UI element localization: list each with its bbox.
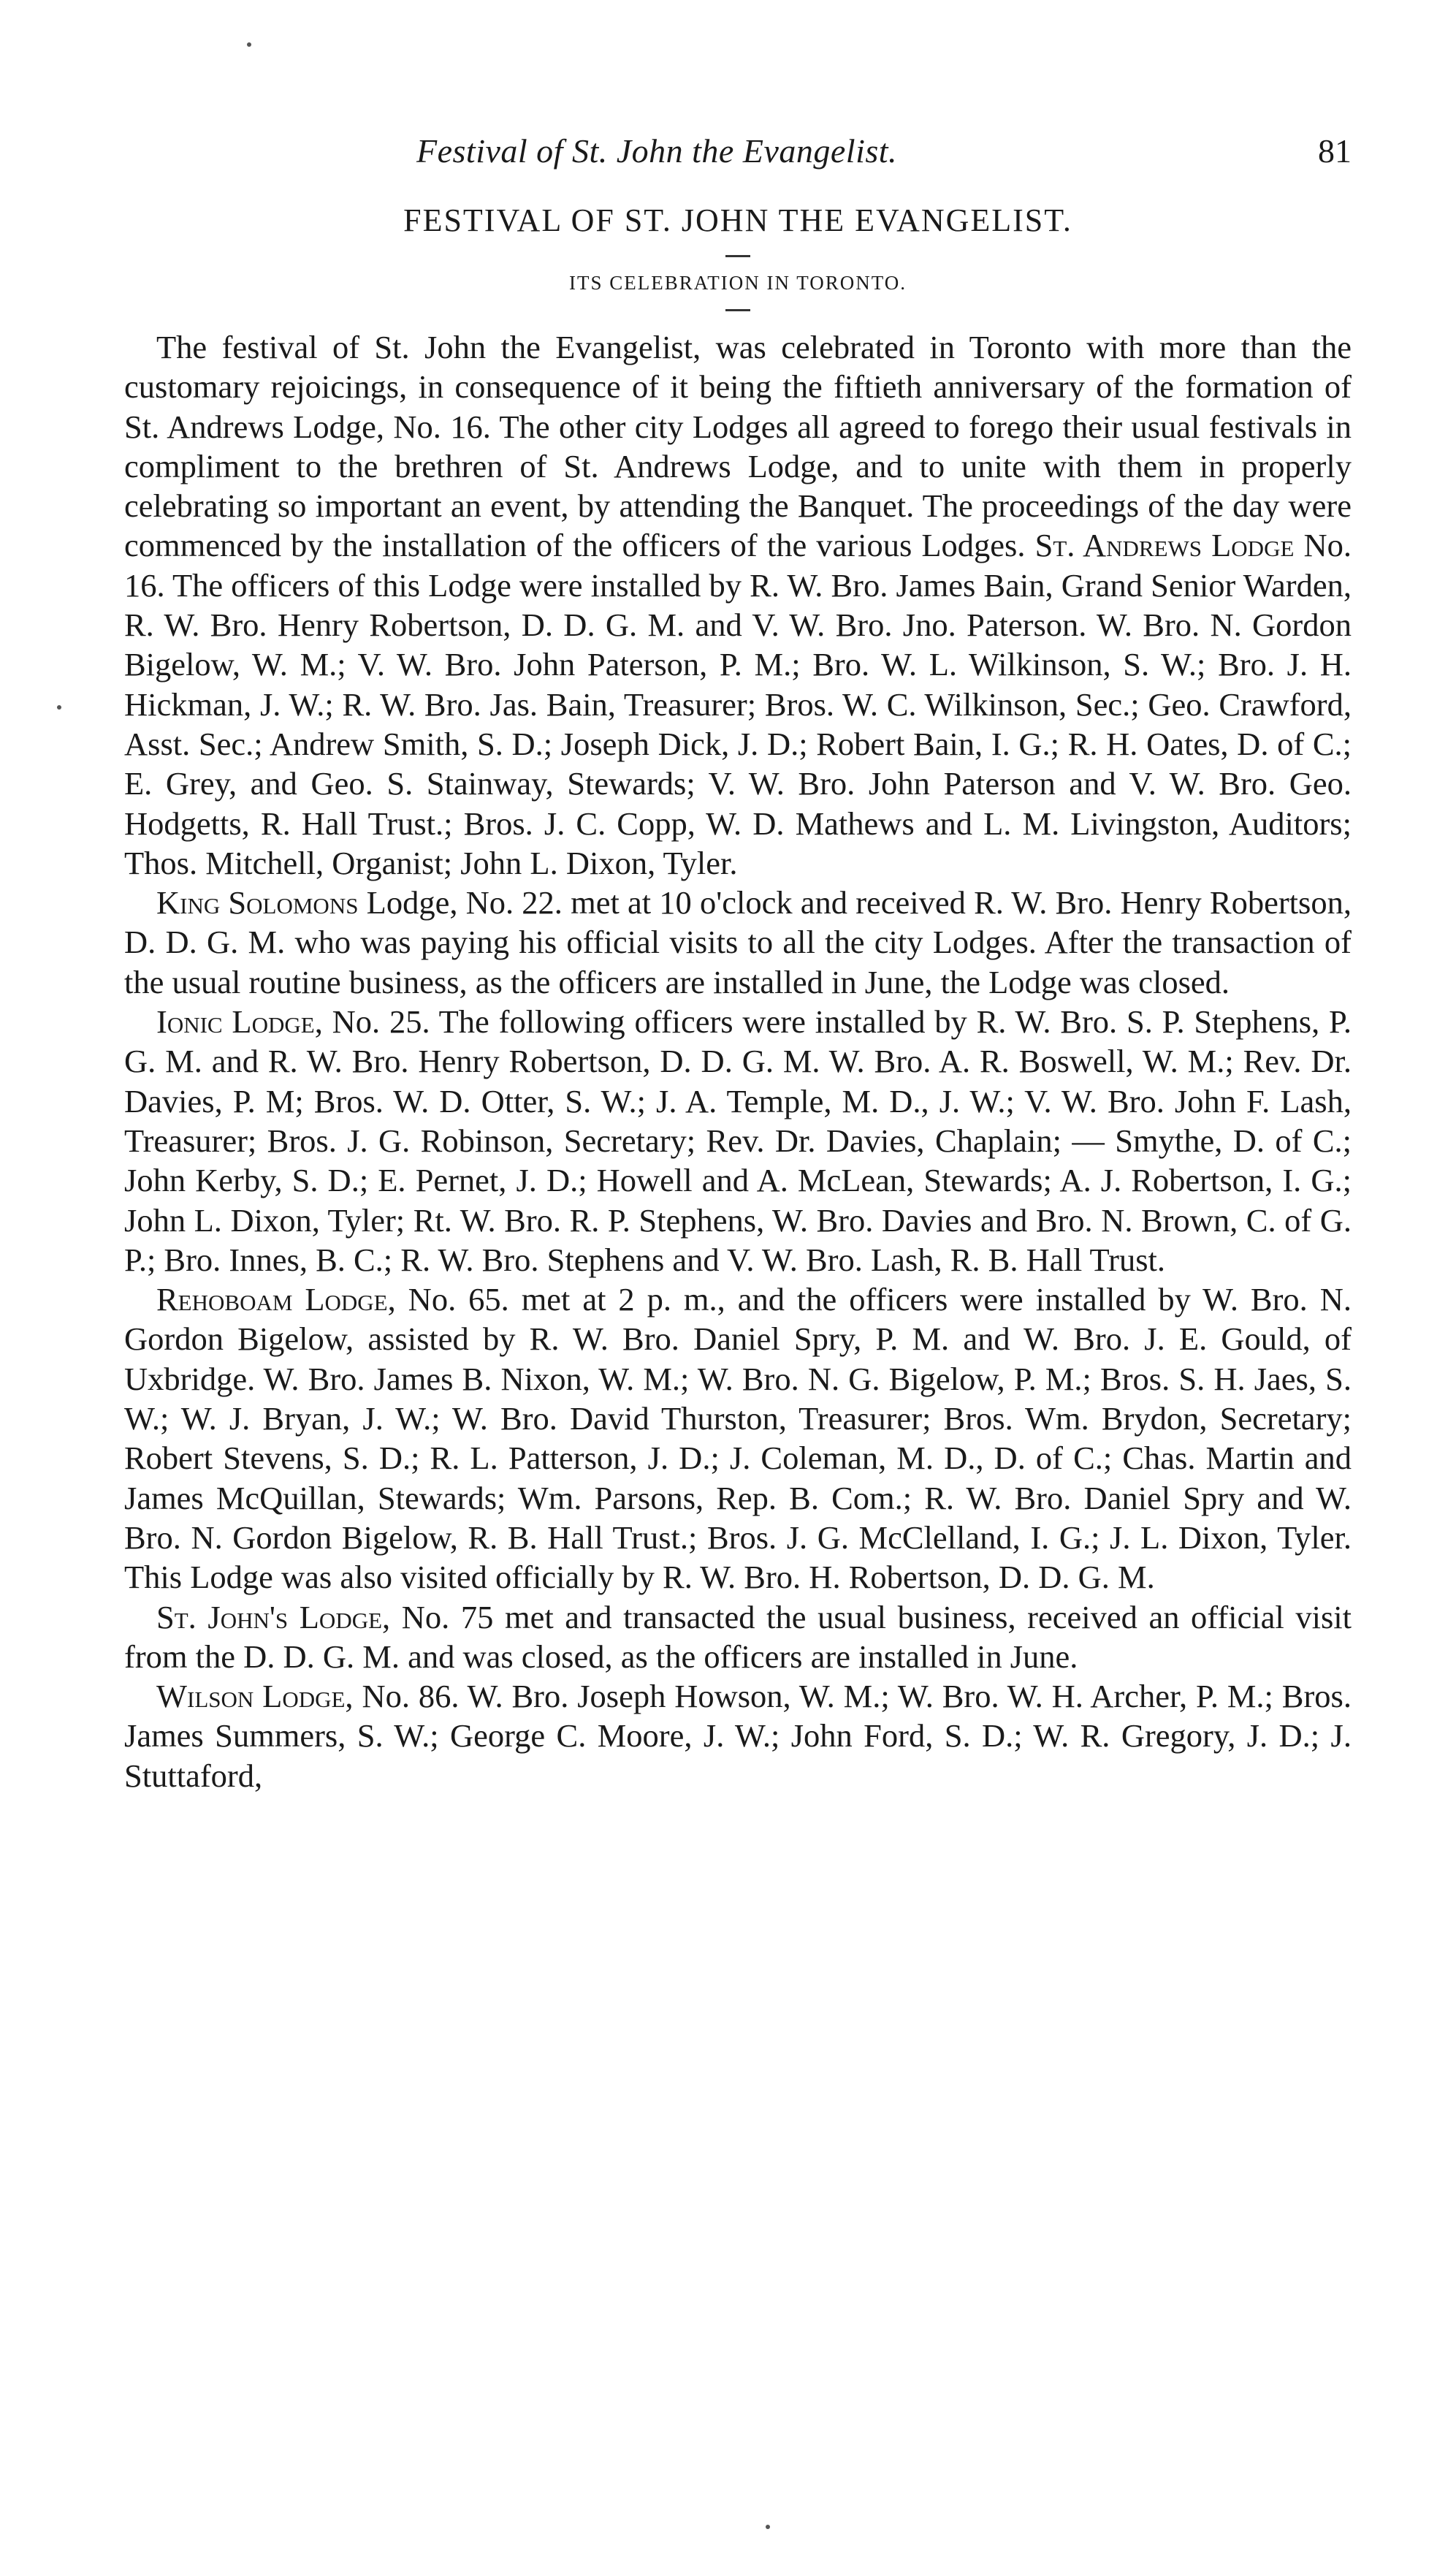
scan-speck (766, 2525, 770, 2529)
scan-speck (57, 705, 61, 710)
article-subtitle: ITS CELEBRATION IN TORONTO. (568, 272, 907, 294)
paragraph (124, 883, 1352, 1002)
page-number: 81 (1318, 132, 1352, 170)
lodge-name: Ionic Lodge, (156, 1003, 323, 1041)
lodge-name: Wilson Lodge, (156, 1678, 354, 1715)
paragraph (124, 1280, 1352, 1597)
divider (725, 255, 750, 257)
running-head (124, 132, 1352, 183)
lodge-name: King Solomons (156, 884, 359, 921)
running-head-title: Festival of St. John the Evangelist. (416, 132, 898, 170)
divider (725, 309, 750, 311)
paragraph (124, 1597, 1352, 1677)
paragraph-text: No. 25. The following officers were installed by R. W. Bro. S. P. Stephens, P. G. M. and R. W. Bro. Henry Robertson, D. D. G. M. W. Bro. A. R. Boswell, W. M.; Rev. Dr. Davies, P. M; Bros. W. D. Otter, S. W.; J. A. Temple, M. D., J. W.; V. W. Bro. John F. Lash, Treasurer; Bros. J. G. Robinson, Secretary; Rev. Dr. Davies, Chaplain; — Smythe, D. of C.; John Kerby, S. D.; E. Pernet, J. D.; Howell and A. McLean, Stewards; A. J. Robertson, I. G.; John L. Dixon, Tyler; Rt. W. Bro. R. P. Stephens, W. Bro. Davies and Bro. N. Brown, C. of G. P.; Bro. Innes, B. C.; R. W. Bro. Stephens and V. W. Bro. Lash, R. B. Hall Trust. (124, 1003, 1352, 1278)
paragraph-text: The festival of St. John the Evangelist, was celebrated in Toronto with more than the customary rejoicings, in consequence of it being the fiftieth anniversary of the formation of St. Andrews Lodge, No. 16. The other city Lodges all agreed to forego their usual festivals in compliment to the brethren of St. Andrews Lodge, and to unite with them in properly celebrating so important an event, by attending the Banquet. The proceedings of the day were commenced by the installation of the officers of the various Lodges. (124, 329, 1352, 564)
article-body (124, 327, 1352, 1795)
article-title: FESTIVAL OF ST. JOHN THE EVANGELIST. (403, 202, 1072, 238)
lodge-name: St. Andrews Lodge (1034, 527, 1295, 564)
page (124, 132, 1352, 1795)
paragraph (124, 1676, 1352, 1795)
paragraph (124, 1002, 1352, 1280)
paragraph-text: No. 65. met at 2 p. m., and the officers were installed by W. Bro. N. Gordon Bigelow, assisted by R. W. Bro. Daniel Spry, P. M. and W. Bro. J. E. Gould, of Uxbridge. W. Bro. James B. Nixon, W. M.; W. Bro. N. G. Bigelow, P. M.; Bros. S. H. Jaes, S. W.; W. J. Bryan, J. W.; W. Bro. David Thurston, Treasurer; Bros. Wm. Brydon, Secretary; Robert Stevens, S. D.; R. L. Patterson, J. D.; J. Coleman, M. D., D. of C.; Chas. Martin and James McQuillan, Stewards; Wm. Parsons, Rep. B. Com.; R. W. Bro. Daniel Spry and W. Bro. N. Gordon Bigelow, R. B. Hall Trust.; Bros. J. G. McClelland, I. G.; J. L. Dixon, Tyler. This Lodge was also visited officially by R. W. Bro. H. Robertson, D. D. G. M. (124, 1281, 1352, 1596)
paragraph (124, 327, 1352, 883)
paragraph-text: Lodge, No. 22. met at 10 o'clock and received R. W. Bro. Henry Robertson, D. D. G. M. who was paying his official visits to all the city Lodges. After the transaction of the usual routine business, as the officers are installed in June, the Lodge was closed. (124, 884, 1352, 1000)
scan-speck (247, 42, 251, 47)
paragraph-text: No. 75 met and transacted the usual business, received an official visit from the D. D. G. M. and was closed, as the officers are installed in June. (124, 1598, 1352, 1675)
paragraph-text: No. 86. W. Bro. Joseph Howson, W. M.; W. Bro. W. H. Archer, P. M.; Bros. James Summers, S. W.; George C. Moore, J. W.; John Ford, S. D.; W. R. Gregory, J. D.; J. Stuttaford, (124, 1678, 1352, 1794)
lodge-name: Rehoboam Lodge, (156, 1281, 396, 1318)
lodge-name: St. John's Lodge, (156, 1598, 391, 1635)
paragraph-text: No. 16. The officers of this Lodge were installed by R. W. Bro. James Bain, Grand Senior Warden, R. W. Bro. Henry Robertson, D. D. G. M. and V. W. Bro. Jno. Paterson. W. Bro. N. Gordon Bigelow, W. M.; V. W. Bro. John Paterson, P. M.; Bro. W. L. Wilkinson, S. W.; Bro. J. H. Hickman, J. W.; R. W. Bro. Jas. Bain, Treasurer; Bros. W. C. Wilkinson, Sec.; Geo. Crawford, Asst. Sec.; Andrew Smith, S. D.; Joseph Dick, J. D.; Robert Bain, I. G.; R. H. Oates, D. of C.; E. Grey, and Geo. S. Stainway, Stewards; V. W. Bro. John Paterson and V. W. Bro. Geo. Hodgetts, R. Hall Trust.; Bros. J. C. Copp, W. D. Mathews and L. M. Livingston, Auditors; Thos. Mitchell, Organist; John L. Dixon, Tyler. (124, 527, 1352, 881)
